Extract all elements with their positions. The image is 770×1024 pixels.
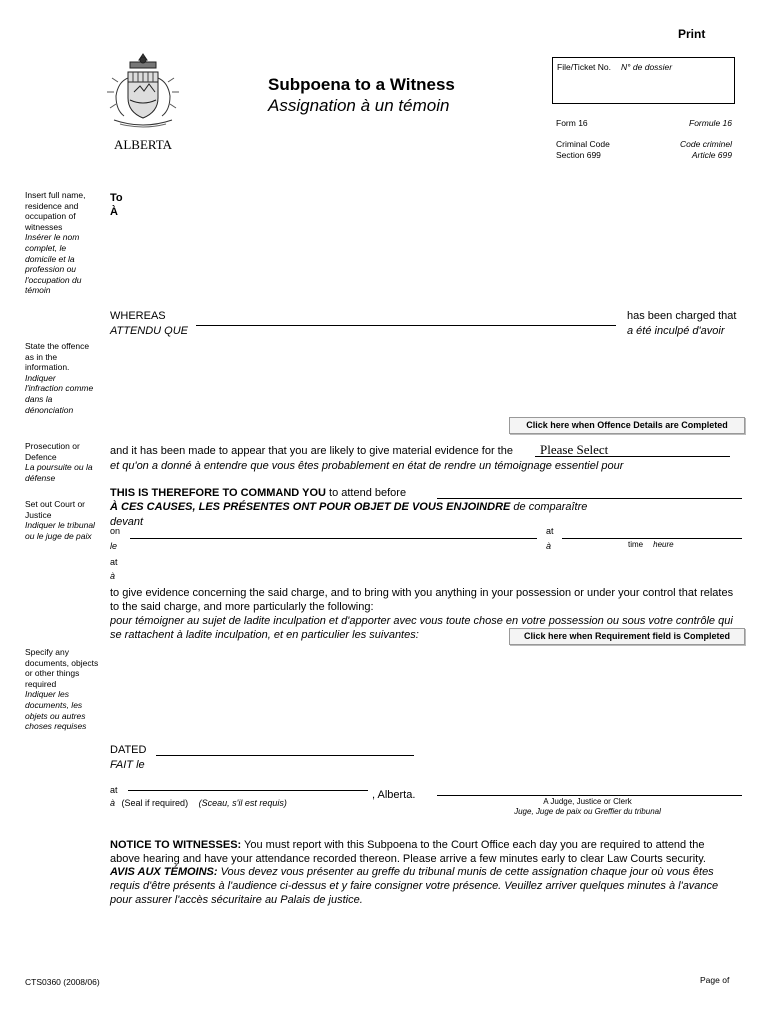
seal-caption [110,798,287,809]
command-fr-rest: de comparaître [510,501,588,513]
side-text: Specify any [25,647,69,657]
requirement-details-field[interactable] [110,648,740,738]
side-note-documents [25,647,103,732]
title-en: Subpoena to a Witness [268,75,455,94]
criminal-code-line2: Section 699 [556,149,601,160]
notice-fr-text3: pour assurer l'accès sécuritaire au Palais de justice. [110,894,363,906]
dated-fr: FAIT le [110,759,145,771]
code-criminel-line1: Code criminel [680,139,732,149]
page-number: Page of [700,975,730,985]
form-number-fr: Formule 16 [689,118,732,128]
side-text: domicile et la [25,253,75,264]
seal-a-label: à [110,798,116,808]
command-fr-bold: À CES CAUSES, LES PRÉSENTES ONT POUR OBJET DE VOUS ENJOINDRE [110,501,511,513]
to-en: To [110,192,123,204]
side-text: residence and [25,200,79,211]
side-text: as in the [25,351,58,362]
side-text: défense [25,472,56,483]
side-text: witnesses [25,221,63,232]
witness-name-field[interactable] [140,188,740,288]
province-label: , Alberta. [372,789,416,801]
notice-fr-text1: Vous devez vous présenter au greffe du tribunal munis de cette assignation chaque jour où vous êtes [217,866,714,878]
side-text: Insert full name, [25,190,86,200]
on-label: on [110,526,121,536]
command-en-bold: THIS IS THEREFORE TO COMMAND YOU [110,487,326,499]
command-en-rest: to attend before [325,487,407,499]
code-criminel-line2: Article 699 [691,149,732,160]
side-note-witness [25,190,103,296]
side-note-court [25,499,103,541]
form-code: CTS0360 (2008/06) [25,977,100,987]
side-text: Indiquer [25,372,56,383]
party-select-dropdown[interactable]: Please Select [535,442,730,457]
notice-en-text1: You must report with this Subpoena to the Court Office each day you are required to attend the [241,839,705,851]
seal-en: (Seal if required) [121,798,189,808]
notice-en [110,838,760,866]
evidence-fr-line2: se rattachent à ladite inculpation, et en particulier les suivantes: [110,629,419,641]
charged-en: has been charged that [627,310,737,322]
side-text: Justice [25,509,52,520]
notice-fr [110,865,760,907]
evidence-en [110,586,750,614]
side-text: choses requises [25,721,87,732]
signer-caption [480,797,695,817]
side-text: Set out Court or [25,499,86,509]
seal-fr: (Sceau, s'il est requis) [198,798,287,808]
le-label: le [110,541,118,551]
material-fr: et qu'on a donné à entendre que vous êtes probablement en état de rendre un témoignage essentiel pour [110,460,624,472]
place-field[interactable] [130,555,740,581]
signer-fr: Juge, Juge de paix ou Greffier du tribunal [514,807,661,816]
time-fr: heure [653,540,674,549]
side-text: complet, le [25,242,67,253]
file-ticket-label-fr: N° de dossier [621,62,673,72]
evidence-en-line1: to give evidence concerning the said charge, and to bring with you anything in your possession or under your control that relates [110,587,734,599]
side-text: or other things [25,668,80,679]
seal-location-field[interactable] [128,790,368,791]
signature-field[interactable] [437,795,742,796]
at-time-label: at [546,526,554,536]
side-text: Defence [25,451,57,462]
alberta-crest-logo [100,48,186,152]
print-button[interactable]: Print [678,27,706,41]
side-note-offence [25,341,103,415]
charged-fr: a été inculpé d'avoir [627,325,725,337]
a-place-label: à [110,571,116,581]
criminal-code-en [556,139,610,160]
whereas-fr: ATTENDU QUE [110,325,189,337]
time-caption [628,540,674,549]
requirement-completed-button[interactable]: Click here when Requirement field is Completed [509,628,745,645]
notice-en-bold: NOTICE TO WITNESSES: [110,839,242,851]
side-text: documents, objects [25,657,99,668]
signer-en: A Judge, Justice or Clerk [543,797,632,806]
evidence-fr-line1: pour témoigner au sujet de ladite inculpation et d'apporter avec vous toute chose en votre possession ou sous votre contrôle qui [110,615,733,627]
side-text: dans la [25,393,53,404]
command-fr [110,500,587,514]
dated-field[interactable] [156,755,414,756]
court-justice-field[interactable] [437,498,742,499]
notice-en-text2: above hearing and have your attendance recorded thereon. Please arrive a few minutes early to clear Law Courts security. [110,853,706,865]
material-en: and it has been made to appear that you are likely to give material evidence for the [110,445,513,457]
file-ticket-label-en: File/Ticket No. [557,62,612,72]
file-ticket-number-field[interactable] [552,57,735,104]
crest-label: ALBERTA [113,137,173,152]
side-text: ou le juge de paix [25,530,92,541]
side-text: dénonciation [25,404,74,415]
side-text: documents, les [25,699,83,710]
command-en [110,486,406,500]
criminal-code-line1: Criminal Code [556,139,610,149]
side-text: l'occupation du [25,274,82,285]
side-text: témoin [25,285,51,296]
seal-at-label: at [110,785,118,795]
to-fr: À [110,206,118,218]
title-fr: Assignation à un témoin [268,96,450,115]
devant-label: devant [110,516,144,528]
side-text: State the offence [25,341,90,351]
whereas-en: WHEREAS [110,310,166,322]
dated-en: DATED [110,744,147,756]
side-text: La poursuite ou la [25,462,93,473]
side-text: l'infraction comme [25,383,94,394]
side-text: objets ou autres [25,710,86,721]
time-field[interactable] [562,538,742,539]
side-text: occupation of [25,211,76,222]
side-text: information. [25,362,70,373]
notice-fr-bold: AVIS AUX TÉMOINS: [110,866,218,878]
side-text: required [25,678,57,689]
date-field[interactable] [130,538,537,539]
accused-name-field[interactable] [196,325,616,326]
criminal-code-fr [640,139,732,160]
evidence-en-line2: to the said charge, and more particularly the following: [110,601,374,613]
side-text: Indiquer les [25,689,69,700]
offence-completed-button[interactable]: Click here when Offence Details are Completed [509,417,745,434]
at-place-label: at [110,557,118,567]
side-text: profession ou [25,264,77,275]
side-text: Insérer le nom [25,232,80,243]
side-text: Indiquer le tribunal [25,520,95,531]
side-text: Prosecution or [25,441,80,451]
side-note-party [25,441,103,483]
a-time-label: à [546,541,552,551]
notice-fr-text2: requis d'être présents à l'audience ci-dessus et y faire consigner votre présence. Veuillez arriver quelques minutes à l'avance [110,880,719,892]
crest-icon [100,48,186,130]
time-en: time [628,540,644,549]
to-label [110,191,123,219]
offence-details-field[interactable] [110,342,740,410]
form-number-en: Form 16 [556,118,588,128]
